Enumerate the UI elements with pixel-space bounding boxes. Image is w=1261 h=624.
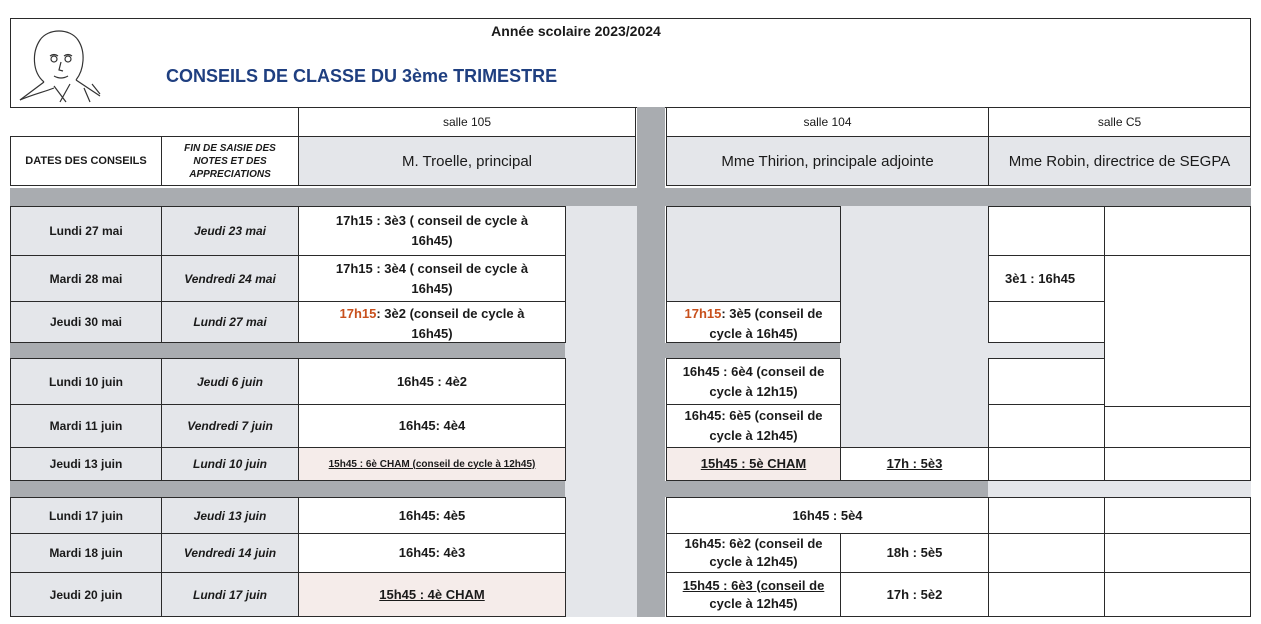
s105-right-gray <box>565 206 637 617</box>
s105-slot: 16h45 : 4è2 <box>298 358 566 405</box>
s104-slot <box>666 533 841 573</box>
s104-event-line: cycle à 12h45) <box>709 554 798 569</box>
s105-slot <box>298 447 566 481</box>
s104-event-line: cycle à 12h15) <box>709 383 798 399</box>
fin-saisie-line: APPRECIATIONS <box>189 168 271 180</box>
s105-event-line: 17h15 : 3è3 ( conseil de cycle à <box>335 213 529 228</box>
salle-104-header: salle 104 <box>666 107 989 137</box>
time-highlight: 17h15 <box>684 306 722 321</box>
event-text: : 3è2 (conseil de cycle à <box>376 306 525 321</box>
row-fin-saisie: Jeudi 6 juin <box>161 358 299 405</box>
s104-slot: 16h45 : 5è4 <box>666 497 989 534</box>
c5-slot <box>1104 497 1251 534</box>
segpa-header: Mme Robin, directrice de SEGPA <box>988 136 1251 186</box>
s104-slot <box>666 301 841 343</box>
time-highlight: 17h15 <box>339 306 377 321</box>
s104-slot: 18h : 5è5 <box>840 533 989 573</box>
c5-slot <box>988 533 1105 573</box>
adjointe-header: Mme Thirion, principale adjointe <box>666 136 989 186</box>
s105-slot <box>298 206 566 256</box>
s104-slot <box>666 404 841 448</box>
s105-event-line: 16h45) <box>411 280 453 296</box>
c5-slot <box>988 572 1105 617</box>
row-fin-saisie: Vendredi 7 juin <box>161 404 299 448</box>
s105-event-line: 16h45) <box>411 233 453 248</box>
row-date: Jeudi 30 mai <box>10 301 162 343</box>
event-text: : 3è5 (conseil de <box>721 306 823 321</box>
s104-event-line <box>684 304 822 324</box>
row-date: Lundi 27 mai <box>10 206 162 256</box>
s104-event-line: cycle à 12h45) <box>709 428 798 443</box>
c5-slot <box>988 301 1105 343</box>
s105-event-line: 17h15 : 3è4 ( conseil de cycle à <box>335 260 529 276</box>
row-date: Jeudi 20 juin <box>10 572 162 617</box>
salle-c5-header: salle C5 <box>988 107 1251 137</box>
logo <box>14 22 104 104</box>
s105-slot <box>298 301 566 343</box>
dates-column-header: DATES DES CONSEILS <box>10 136 162 186</box>
c5-slot <box>988 358 1105 405</box>
page-title: CONSEILS DE CLASSE DU 3ème TRIMESTRE <box>166 66 558 86</box>
row-fin-saisie: Jeudi 23 mai <box>161 206 299 256</box>
s104-event-line: 16h45: 6è2 (conseil de <box>684 536 823 551</box>
s105-slot <box>298 572 566 617</box>
s104-event-line: cycle à 12h45) <box>709 595 798 611</box>
s105-event-line: 15h45 : 4è CHAM <box>379 586 485 602</box>
c5-slot <box>1104 572 1251 617</box>
s104-event-line: 16h45: 6è5 (conseil de <box>684 408 823 423</box>
school-year: Année scolaire 2023/2024 <box>491 23 661 39</box>
row-date: Jeudi 13 juin <box>10 447 162 481</box>
c5-slot <box>1104 206 1251 256</box>
s104-empty-slot <box>666 206 841 302</box>
row-fin-saisie: Lundi 17 juin <box>161 572 299 617</box>
s104-slot <box>666 572 841 617</box>
row-fin-saisie: Lundi 27 mai <box>161 301 299 343</box>
row-date: Mardi 28 mai <box>10 255 162 302</box>
s105-event-line <box>339 304 524 324</box>
row-fin-saisie: Vendredi 24 mai <box>161 255 299 302</box>
s104-slot <box>840 447 989 481</box>
row-date: Mardi 18 juin <box>10 533 162 573</box>
principal-header: M. Troelle, principal <box>298 136 636 186</box>
s104-event-line: cycle à 16h45) <box>709 326 798 341</box>
s104-event-line: 17h : 5è3 <box>886 456 943 471</box>
c5-slot <box>1104 406 1251 448</box>
s104-slot: 17h : 5è2 <box>840 572 989 617</box>
c5-slot <box>1104 255 1251 407</box>
fin-saisie-header <box>161 136 299 186</box>
c5-slot <box>1104 447 1251 481</box>
s105-event-line: 15h45 : 6è CHAM (conseil de cycle à 12h45) <box>328 458 536 470</box>
portrait-sketch-icon <box>14 22 104 104</box>
row-date: Mardi 11 juin <box>10 404 162 448</box>
salle-105-header: salle 105 <box>298 107 636 137</box>
c5-slot <box>1104 533 1251 573</box>
s104-slot <box>666 358 841 405</box>
row-date: Lundi 17 juin <box>10 497 162 534</box>
s104-event-line: 15h45 : 5è CHAM <box>700 456 807 471</box>
c5-slot <box>988 255 1105 302</box>
c5-slot <box>988 447 1105 481</box>
s105-slot: 16h45: 4è5 <box>298 497 566 534</box>
c5-slot <box>988 497 1105 534</box>
s104-slot <box>666 447 841 481</box>
s105-slot: 16h45: 4è3 <box>298 533 566 573</box>
s105-slot <box>298 255 566 302</box>
row-fin-saisie: Jeudi 13 juin <box>161 497 299 534</box>
c5-slot <box>988 404 1105 448</box>
s104-right-gray <box>840 206 989 448</box>
c5-slot <box>988 206 1105 256</box>
row-date: Lundi 10 juin <box>10 358 162 405</box>
s104-event-line: 16h45 : 6è4 (conseil de <box>682 363 825 379</box>
fin-saisie-line: FIN DE SAISIE DES <box>184 142 276 154</box>
s105-slot: 16h45: 4è4 <box>298 404 566 448</box>
separator-bar <box>10 188 1251 206</box>
s105-event-line: 16h45) <box>411 326 453 341</box>
s104-event-line: 15h45 : 6è3 (conseil de <box>682 577 825 593</box>
fin-saisie-line: NOTES ET DES <box>193 155 267 167</box>
row-fin-saisie: Lundi 10 juin <box>161 447 299 481</box>
column-gutter <box>637 107 665 617</box>
row-fin-saisie: Vendredi 14 juin <box>161 533 299 573</box>
c5-event-line: 3è1 : 16h45 <box>1005 270 1076 286</box>
